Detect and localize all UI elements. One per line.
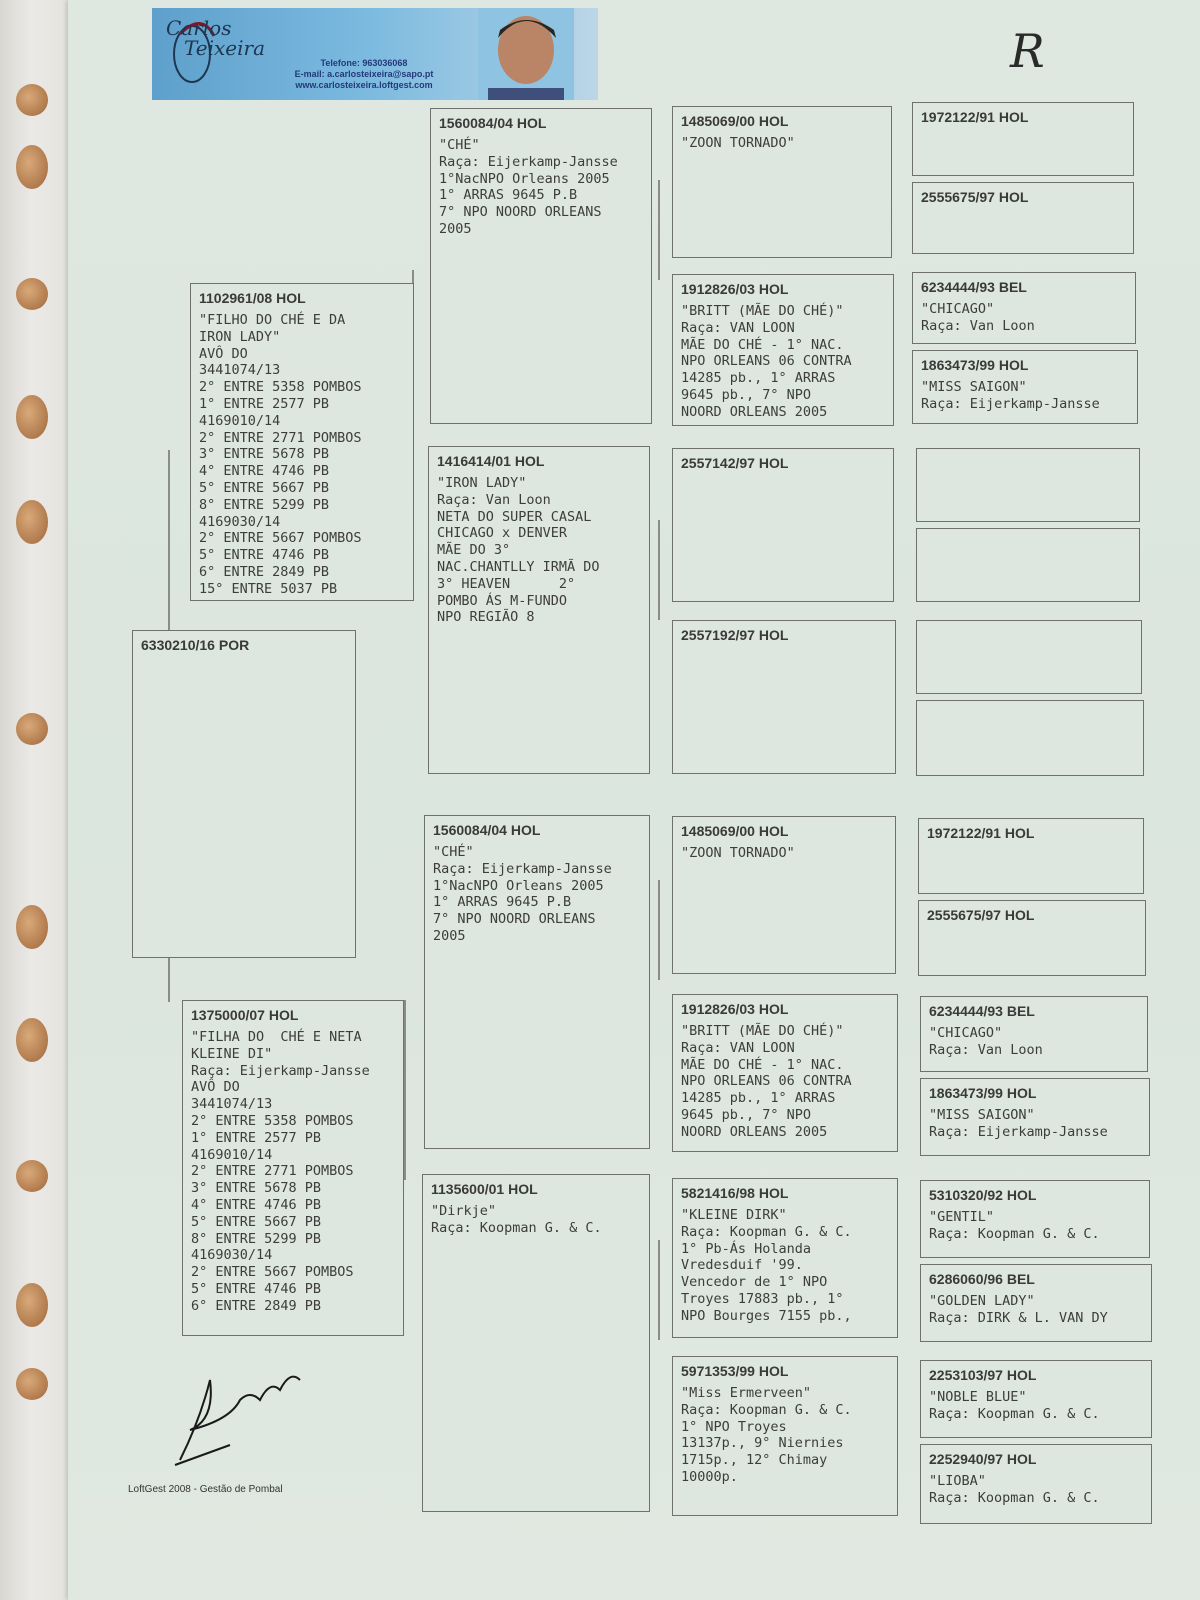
ring-number: 2555675/97 HOL xyxy=(927,907,1035,923)
binder-hole xyxy=(16,278,48,310)
ring-number: 5971353/99 HOL xyxy=(681,1363,789,1379)
ring-number: 1485069/00 HOL xyxy=(681,823,789,839)
ring-number: 6330210/16 POR xyxy=(141,637,250,653)
connector-line xyxy=(658,520,660,620)
connector-line xyxy=(658,180,660,280)
binder-hole xyxy=(16,1018,48,1062)
great-grandparent-card xyxy=(672,620,896,774)
ring-number: 5310320/92 HOL xyxy=(929,1187,1037,1203)
ring-number: 1972122/91 HOL xyxy=(927,825,1035,841)
corner-mark: R xyxy=(1010,24,1045,78)
sire-card xyxy=(190,283,414,601)
ancestor-info: "LIOBA" Raça: Koopman G. & C. xyxy=(929,1473,1100,1506)
ancestor-info: "MISS SAIGON" Raça: Eijerkamp-Jansse xyxy=(929,1107,1108,1140)
ancestor-info: "CHICAGO" Raça: Van Loon xyxy=(929,1025,1043,1058)
ring-number: 1416414/01 HOL xyxy=(437,453,545,469)
great-grandparent-info: "BRITT (MÃE DO CHÉ)" Raça: VAN LOON MÃE DO CHÉ - 1° NAC. NPO ORLEANS 06 CONTRA 14285 pb., 1° ARRAS 9645 pb., 7° NPO NOORD ORLEANS 2005 xyxy=(681,1023,852,1140)
binder-hole xyxy=(16,145,48,189)
ancestor-info: "GOLDEN LADY" Raça: DIRK & L. VAN DY xyxy=(929,1293,1108,1326)
grandparent-card xyxy=(422,1174,650,1512)
dam-card xyxy=(182,1000,404,1336)
ring-number: 1863473/99 HOL xyxy=(929,1085,1037,1101)
ancestor-info: "NOBLE BLUE" Raça: Koopman G. & C. xyxy=(929,1389,1100,1422)
ring-number: 1912826/03 HOL xyxy=(681,1001,789,1017)
ancestor-card xyxy=(916,528,1140,602)
ring-number: 1135600/01 HOL xyxy=(431,1181,538,1197)
grandparent-card xyxy=(428,446,650,774)
connector-line xyxy=(658,1240,660,1340)
connector-line xyxy=(658,880,660,980)
ancestor-card xyxy=(912,182,1134,254)
great-grandparent-card xyxy=(672,106,892,258)
ring-number: 2253103/97 HOL xyxy=(929,1367,1037,1383)
signature-icon xyxy=(170,1360,310,1470)
ring-number: 1972122/91 HOL xyxy=(921,109,1029,125)
grandparent-card xyxy=(430,108,652,424)
ancestor-info: "GENTIL" Raça: Koopman G. & C. xyxy=(929,1209,1100,1242)
pigeon-card xyxy=(132,630,356,958)
binder-hole xyxy=(16,905,48,949)
connector-line xyxy=(168,450,170,630)
binder-strip xyxy=(0,0,78,1600)
great-grandparent-card xyxy=(672,994,898,1152)
ancestor-info: "CHICAGO" Raça: Van Loon xyxy=(921,301,1035,334)
breeder-photo xyxy=(478,8,574,100)
great-grandparent-card xyxy=(672,816,896,974)
binder-hole xyxy=(16,1283,48,1327)
ring-number: 1375000/07 HOL xyxy=(191,1007,299,1023)
ring-number: 2555675/97 HOL xyxy=(921,189,1029,205)
ancestor-card xyxy=(920,1444,1152,1524)
connector-line xyxy=(404,1000,406,1180)
grandparent-card xyxy=(424,815,650,1149)
great-grandparent-card xyxy=(672,448,894,602)
ancestor-card xyxy=(912,272,1136,344)
great-grandparent-info: "BRITT (MÃE DO CHÉ)" Raça: VAN LOON MÃE DO CHÉ - 1° NAC. NPO ORLEANS 06 CONTRA 14285 pb., 1° ARRAS 9645 pb., 7° NPO NOORD ORLEANS 2005 xyxy=(681,303,852,420)
ring-number: 1560084/04 HOL xyxy=(439,115,547,131)
ring-number: 1485069/00 HOL xyxy=(681,113,789,129)
ancestor-card xyxy=(918,818,1144,894)
great-grandparent-card xyxy=(672,1178,898,1338)
grandparent-info: "CHÉ" Raça: Eijerkamp-Jansse 1°NacNPO Orleans 2005 1° ARRAS 9645 P.B 7° NPO NOORD ORLEANS 2005 xyxy=(439,137,618,237)
website-text: www.carlosteixeira.loftgest.com xyxy=(295,80,433,90)
ancestor-info: "MISS SAIGON" Raça: Eijerkamp-Jansse xyxy=(921,379,1100,412)
ancestor-card xyxy=(920,996,1148,1072)
ancestor-card xyxy=(912,350,1138,424)
ancestor-card xyxy=(916,448,1140,522)
email-text: E-mail: a.carlosteixeira@sapo.pt xyxy=(294,69,434,79)
ancestor-card xyxy=(920,1264,1152,1342)
breeder-contact xyxy=(264,58,464,91)
ring-number: 2557192/97 HOL xyxy=(681,627,789,643)
ancestor-card xyxy=(918,900,1146,976)
ancestor-card xyxy=(920,1360,1152,1438)
grandparent-info: "CHÉ" Raça: Eijerkamp-Jansse 1°NacNPO Orleans 2005 1° ARRAS 9645 P.B 7° NPO NOORD ORLEANS 2005 xyxy=(433,844,612,944)
dam-info: "FILHA DO CHÉ E NETA KLEINE DI" Raça: Eijerkamp-Jansse AVÔ DO 3441074/13 2° ENTRE 5358 POMBOS 1° ENTRE 2577 PB 4169010/14 2° ENTRE 2771 POMBOS 3° ENTRE 5678 PB 4° ENTRE 4746 PB 5° ENTRE 5667 PB 8° ENTRE 5299 PB 4169030/14 2° ENTRE 5667 POMBOS 5° ENTRE 4746 PB 6° ENTRE 2849 PB xyxy=(191,1029,370,1314)
great-grandparent-card xyxy=(672,274,894,426)
footer-credit: LoftGest 2008 - Gestão de Pombal xyxy=(128,1484,283,1495)
ring-number: 1863473/99 HOL xyxy=(921,357,1029,373)
ancestor-card xyxy=(920,1180,1150,1258)
phone-text: Telefone: 963036068 xyxy=(320,58,408,68)
binder-hole xyxy=(16,500,48,544)
ring-number: 2557142/97 HOL xyxy=(681,455,789,471)
binder-hole xyxy=(16,395,48,439)
ring-number: 6286060/96 BEL xyxy=(929,1271,1035,1287)
ancestor-card xyxy=(912,102,1134,176)
ring-number: 6234444/93 BEL xyxy=(921,279,1027,295)
sire-info: "FILHO DO CHÉ E DA IRON LADY" AVÔ DO 3441074/13 2° ENTRE 5358 POMBOS 1° ENTRE 2577 PB 4169010/14 2° ENTRE 2771 POMBOS 3° ENTRE 5678 PB 4° ENTRE 4746 PB 5° ENTRE 5667 PB 8° ENTRE 5299 PB 4169030/14 2° ENTRE 5667 POMBOS 5° ENTRE 4746 PB 6° ENTRE 2849 PB 15° ENTRE 5037 PB xyxy=(199,312,362,597)
ring-number: 2252940/97 HOL xyxy=(929,1451,1037,1467)
breeder-logo: Carlos Teixeira xyxy=(166,16,266,60)
great-grandparent-card xyxy=(672,1356,898,1516)
binder-hole xyxy=(16,713,48,745)
grandparent-info: "IRON LADY" Raça: Van Loon NETA DO SUPER CASAL CHICAGO x DENVER MÃE DO 3° NAC.CHANTLLY IRMÃ DO 3° HEAVEN 2° POMBO ÁS M-FUNDO NPO REGIÃO 8 xyxy=(437,475,600,626)
binder-hole xyxy=(16,84,48,116)
ring-number: 5821416/98 HOL xyxy=(681,1185,789,1201)
binder-hole xyxy=(16,1368,48,1400)
ring-number: 1912826/03 HOL xyxy=(681,281,789,297)
ancestor-card xyxy=(916,700,1144,776)
great-grandparent-info: "KLEINE DIRK" Raça: Koopman G. & C. 1° Pb-Ás Holanda Vredesduif '99. Vencedor de 1° NPO Troyes 17883 pb., 1° NPO Bourges 7155 pb., xyxy=(681,1207,852,1324)
breeder-banner xyxy=(152,8,598,100)
ancestor-card xyxy=(920,1078,1150,1156)
ring-number: 6234444/93 BEL xyxy=(929,1003,1035,1019)
ring-number: 1102961/08 HOL xyxy=(199,290,306,306)
great-grandparent-info: "ZOON TORNADO" xyxy=(681,845,795,861)
great-grandparent-info: "ZOON TORNADO" xyxy=(681,135,795,151)
grandparent-info: "Dirkje" Raça: Koopman G. & C. xyxy=(431,1203,602,1236)
ring-number: 1560084/04 HOL xyxy=(433,822,541,838)
great-grandparent-info: "Miss Ermerveen" Raça: Koopman G. & C. 1° NPO Troyes 13137p., 9° Niernies 1715p., 12° Chimay 10000p. xyxy=(681,1385,852,1485)
ancestor-card xyxy=(916,620,1142,694)
binder-hole xyxy=(16,1160,48,1192)
